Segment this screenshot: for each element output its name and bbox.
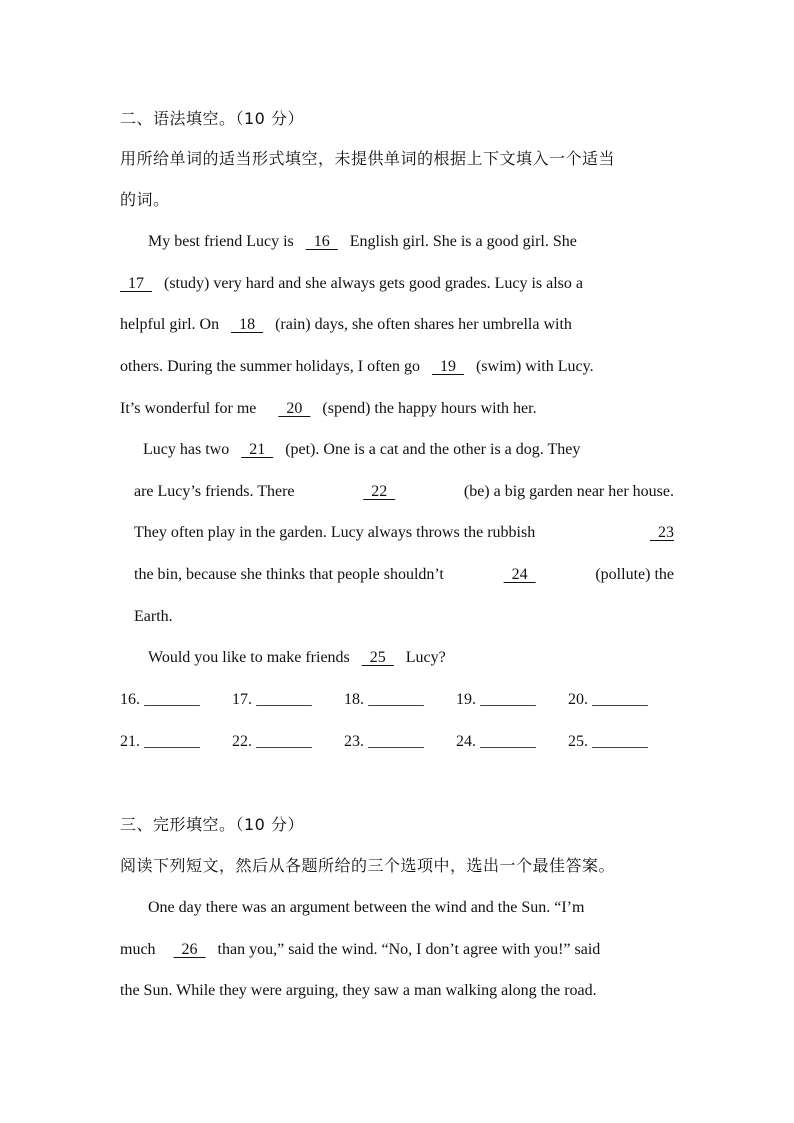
section2-heading: 二、语法填空。（10 分） — [120, 109, 304, 128]
blank-26: 26 — [173, 941, 206, 958]
section3-heading: 三、完形填空。（10 分） — [120, 815, 304, 834]
passage-line — [120, 399, 537, 419]
passage-line: Earth. — [134, 608, 173, 625]
blank-23: 23 — [650, 524, 674, 541]
blank-22: 22 — [363, 483, 396, 500]
passage-text: My best friend Lucy is — [148, 233, 294, 250]
blank-24: 24 — [503, 566, 536, 583]
passage-text: are Lucy’s friends. There — [134, 483, 295, 500]
passage-text: (pollute) the — [595, 566, 674, 583]
section2-instruction-line2: 的词。 — [120, 190, 170, 209]
blank-21: 21 — [241, 441, 274, 458]
answer-slot-22: 22. _______ — [232, 733, 312, 750]
passage-text: helpful girl. On — [120, 316, 220, 333]
passage-line — [120, 940, 600, 960]
passage-text: Lucy? — [405, 649, 446, 666]
passage-line — [120, 357, 594, 377]
section2-instruction-line1: 用所给单词的适当形式填空，未提供单词的根据上下文填入一个适当 — [120, 149, 616, 168]
passage-line — [120, 315, 572, 335]
blank-20: 20 — [278, 400, 311, 417]
passage-line — [134, 523, 674, 543]
passage-text: (be) a big garden near her house. — [463, 483, 674, 500]
blank-19: 19 — [431, 358, 464, 375]
answer-slot-17: 17. _______ — [232, 691, 312, 708]
passage-line — [143, 440, 580, 460]
passage-text: Lucy has two — [143, 441, 230, 458]
section3-instruction: 阅读下列短文，然后从各题所给的三个选项中，选出一个最佳答案。 — [120, 856, 616, 875]
passage-text: They often play in the garden. Lucy always throws the rubbish — [134, 524, 536, 541]
passage-line: the Sun. While they were arguing, they saw a man walking along the road. — [120, 982, 597, 999]
blank-17: 17 — [120, 275, 152, 292]
passage-text: (study) very hard and she always gets good grades. Lucy is also a — [164, 275, 583, 292]
passage-text: than you,” said the wind. “No, I don’t agree with you!” said — [217, 941, 601, 958]
answer-slot-24: 24. _______ — [456, 733, 536, 750]
passage-text: (rain) days, she often shares her umbrella with — [275, 316, 572, 333]
passage-text: English girl. She is a good girl. She — [349, 233, 577, 250]
passage-line: One day there was an argument between the wind and the Sun. “I’m — [148, 899, 585, 916]
passage-text: much — [120, 941, 156, 958]
passage-line — [134, 482, 674, 502]
passage-text: (pet). One is a cat and the other is a dog. They — [285, 441, 581, 458]
answer-slot-23: 23. _______ — [344, 733, 424, 750]
passage-line — [148, 232, 577, 252]
blank-16: 16 — [305, 233, 338, 250]
answer-slot-18: 18. _______ — [344, 691, 424, 708]
answer-slot-25: 25. _______ — [568, 733, 648, 750]
answer-slot-19: 19. _______ — [456, 691, 536, 708]
passage-line — [148, 648, 446, 668]
answer-slot-21: 21. _______ — [120, 733, 200, 750]
passage-text: the bin, because she thinks that people shouldn’t — [134, 566, 444, 583]
blank-18: 18 — [231, 316, 264, 333]
passage-text: (spend) the happy hours with her. — [322, 400, 537, 417]
answer-slot-20: 20. _______ — [568, 691, 648, 708]
passage-text: others. During the summer holidays, I often go — [120, 358, 420, 375]
passage-line — [120, 274, 583, 294]
answer-slot-16: 16. _______ — [120, 691, 200, 708]
passage-line — [134, 565, 674, 585]
blank-25: 25 — [361, 649, 394, 666]
passage-text: It’s wonderful for me — [120, 400, 257, 417]
passage-text: (swim) with Lucy. — [475, 358, 594, 375]
passage-text: Would you like to make friends — [148, 649, 350, 666]
